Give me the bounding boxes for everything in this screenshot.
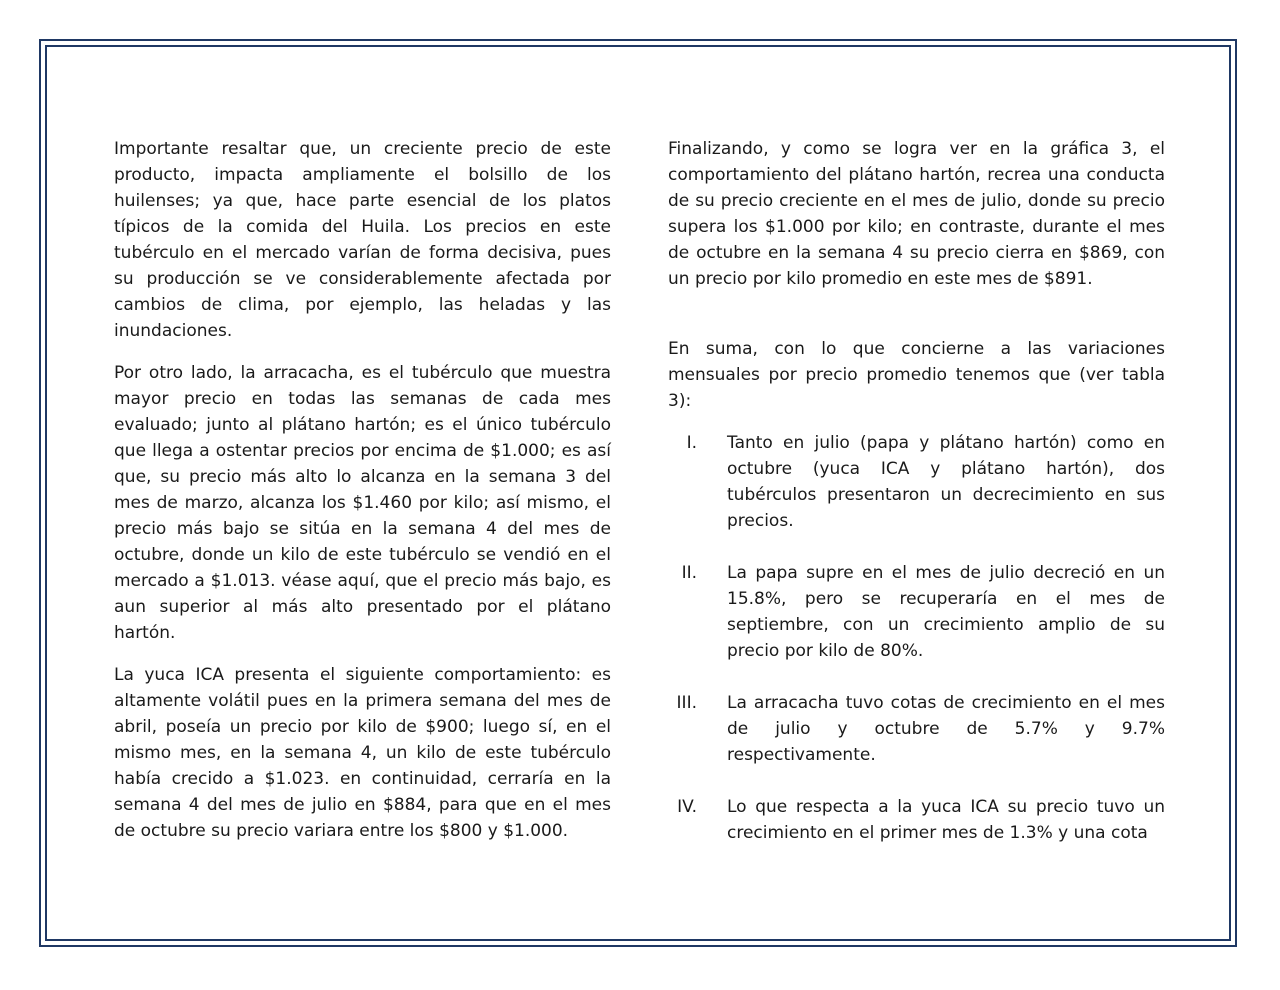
list-item <box>668 794 1165 846</box>
list-numeral: II. <box>681 563 697 583</box>
list-numeral: IV. <box>677 797 697 817</box>
paragraph-yuca-ica: La yuca ICA presenta el siguiente comportamiento: es altamente volátil pues en la primera semana del mes de abril, poseía un precio por kilo de $900; luego sí, en el mismo mes, en la semana 4, un kilo de este tubérculo había crecido a $1.023. en continuidad, cerraría en la semana 4 del mes de julio en $884, para que en el mes de octubre su precio variara entre los $800 y $1.000. <box>114 665 611 841</box>
summary-list <box>668 430 1165 846</box>
list-item-text: La papa supre en el mes de julio decreció en un 15.8%, pero se recuperaría en el mes de septiembre, con un crecimiento amplio de su precio por kilo de 80%. <box>727 563 1165 661</box>
list-item <box>668 690 1165 768</box>
list-numeral: I. <box>686 433 697 453</box>
list-item <box>668 560 1165 664</box>
list-item-text: Tanto en julio (papa y plátano hartón) como en octubre (yuca ICA y plátano hartón), dos tubérculos presentaron un decrecimiento en sus precios. <box>727 433 1165 531</box>
list-item-text: La arracacha tuvo cotas de crecimiento en el mes de julio y octubre de 5.7% y 9.7% respectivamente. <box>727 693 1165 765</box>
paragraph-arracacha: Por otro lado, la arracacha, es el tubérculo que muestra mayor precio en todas las semanas de cada mes evaluado; junto al plátano hartón; es el único tubérculo que llega a ostentar precios por encima de $1.000; es así que, su precio más alto lo alcanza en la semana 3 del mes de marzo, alcanza los $1.460 por kilo; así mismo, el precio más bajo se sitúa en la semana 4 del mes de octubre, donde un kilo de este tubérculo se vendió en el mercado a $1.013. véase aquí, que el precio más bajo, es aun superior al más alto presentado por el plátano hartón. <box>114 363 611 643</box>
paragraph-platano-harton: Finalizando, y como se logra ver en la gráfica 3, el comportamiento del plátano hartón, recrea una conducta de su precio creciente en el mes de julio, donde su precio supera los $1.000 por kilo; en contraste, durante el mes de octubre en la semana 4 su precio cierra en $869, con un precio por kilo promedio en este mes de $891. <box>668 139 1165 289</box>
list-item <box>668 430 1165 534</box>
left-column <box>114 136 611 860</box>
right-column <box>668 136 1165 846</box>
list-item-text: Lo que respecta a la yuca ICA su precio tuvo un crecimiento en el primer mes de 1.3% y una cota <box>727 797 1165 843</box>
list-numeral: III. <box>676 693 697 713</box>
paragraph-summary-intro: En suma, con lo que concierne a las variaciones mensuales por precio promedio tenemos que (ver tabla 3): <box>668 339 1165 411</box>
paragraph-price-impact: Importante resaltar que, un creciente precio de este producto, impacta ampliamente el bolsillo de los huilenses; ya que, hace parte esencial de los platos típicos de la comida del Huila. Los precios en este tubérculo en el mercado varían de forma decisiva, pues su producción se ve considerablemente afectada por cambios de clima, por ejemplo, las heladas y las inundaciones. <box>114 139 611 341</box>
